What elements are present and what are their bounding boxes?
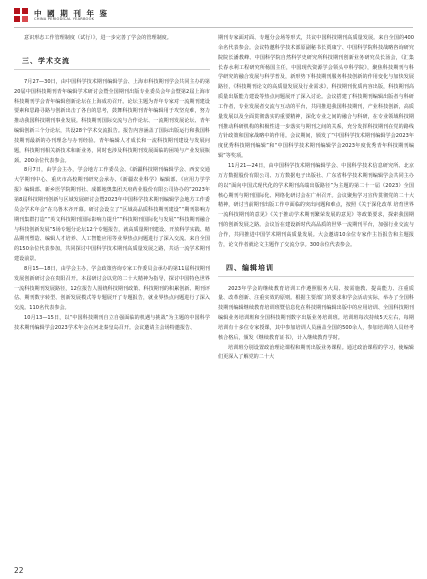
section-heading-academic-exchange: 三、学术交流 — [14, 53, 210, 70]
paragraph-regional-seminar: 8月7日，由学会主办，学会地方工作委员会、《新疆科技期刊编辑学会、西安交通大学期刊中心、重庆市高校期刊研究会承办、《新疆农业科学》编辑部、《应用力学学报》编辑部、新乡医学院期刊社、成都地奥集团天府药业股份有限公司协办的“2023年第8届科技期刊创新与区域发展研讨会暨2023年中国科学技术期刊编辑学会地方工作委员会学术年会”在乌鲁木齐开幕。研讨会设立了“区域高品质科技期刊建设”“期刊影响力期刊集群打造”“英文科技期刊国际影响力提升”“科技期刊国际化与发展”“科技期刊融合与科技创新发展”5场专题分论坛12个专题报告，就高质量期刊建设、开放科学实践、精品期刊塑造、编辑人才培养、人工智能应用等业界热点问题进行了深入交流。来自全国的150余位代表参加，共同探讨中国科学技术期刊高质量发展之路，共话一流学术期刊建设前景。 — [14, 167, 210, 263]
left-column — [14, 34, 210, 334]
yearbook-logo-icon — [14, 8, 30, 24]
brand-title-en: CHINA PERIODICAL YEARBOOK — [34, 17, 95, 22]
brand-title-cn: 中 國 期 刊 年 鉴 — [34, 8, 109, 18]
paragraph-development-seminar: 8月15—18日，由学会主办，学会政策咨询专家工作委员会承办的第11届科技期刊发展创新研讨会在贵阳召开。本届研讨会以党的二十大精神为指导，探讨中国特色世界一流科技期刊发展路径，12位报告人围绕科技期刊政策、科技期刊的积累创新、期刊评估、期刊数字转型、创新发展模式等专题展开了专题报告，就业界热点问题进行了深入交流。110名代表参会。 — [14, 265, 210, 312]
paragraph-training-courses: 培训班分别设置政治理论课程和期刊出版业务课程。通过政治课程的学习，使编辑们更深入了解党的二十大 — [218, 344, 414, 361]
paragraph-regulations: 意识形态工作管理制度（试行）》，进一步完善了学会的管理制度。 — [24, 35, 172, 41]
paragraph-annual-meeting: 10月13—15日，以“中国科技期刊自立自强面临的机遇与挑战”为主题的中国科学技术期刊编辑学会2023学术年会在河北秦皇岛召开。会议邀请主会场特邀报告、 — [14, 315, 210, 331]
paragraph-annual-meeting-continued: 期刊专家面对面、专题分会场等形式，共议中国科技期刊高质量发展。来自全国的400余名代表参会。会议特邀科学技术部原副秘书长贾康宁、中国科学院科技战略咨询研究院院长潘教峰、中国科学院自然科学史研究所科技期刊创新业务研究员长汤会，《汇集长春水利工程研究所杨国主任，中国现代资源学会领头中科学院》，聚焦科技期刊与科学研究的融合发展与科学普及，新形势下科技期刊服务科技创新的作用变化与加快发展路径，《科技期刊论文的高质量发展及行业需求》，科技期刊优质内容出版，科技期刊高质量出版能力建设等热点问题展开了深入讨论。会议搭建了科技期刊编辑出版者与科研工作者，专业发展者交流与互动的平台，共同推进我国科技期刊，产业科技创新，高质量发展以及全面贯彻落实的重要精神，深化专业之间的融合与科研，在专业领域科技期刊推动科研机构的积极性进一步落实与期刊之间的关系，充分发挥科技期刊在党的路线方针政策和国家战略中的作用。会议期间，颁发了“中国科学技术期刊编辑学会2023年度优秀科技期刊编辑”和“中国科学技术期刊编辑学会2023年度优秀青年科技期刊编辑”等奖项。 — [218, 35, 414, 160]
paragraph-core-journals-seminar: 11月21—24日，由中国科学技术期刊编辑学会、中国科学技术信息研究所、北京万方数据股份有限公司、万方数据电子出版社、广东省科学技术期刊编辑学会共同主办的以“面向中国式现代化的学术期刊高端出版路径”为主题的第二十一届（2023）全国核心期刊与期刊国际化、网络化研讨会在广州召开。会议聚焦学习宣传贯彻党的二十大精神，研讨当前期刊出版工作中面临的突出问题和难点，按照《关于深化改革 培育世界一流科技期刊的意见》《关于推动学术期刊繁荣发展的意见》等政策要求，探索我国期刊的创新发展之路。会议旨在建设新时代高品质的世界一流期刊平台，加强行业交流与合作，共同推进中国学术期刊高质量发展。大会邀请10余位专家作主旨报告和主题报告，论文作者就论文主题作了交流分享。300余位代表参会。 — [218, 162, 414, 248]
page-number: 22 — [14, 566, 24, 575]
yearbook-brand — [34, 10, 109, 22]
section-heading-editor-training: 四、编辑培训 — [218, 260, 414, 277]
paragraph-young-editors-forum: 7月27—30日，由中国科学技术期刊编辑学会、上海市科技期刊学会共同主办的第20届中国科技期刊青年编辑学术研讨会暨全国期刊出版专业委员会年会暨第2届上海市科技期刊学会青年编辑创新论坛在上海成功召开。论坛主题为青年专家对一流期刊建设要素和思路寻路与创新出击了各自的思考，鼓舞科技期刊青年编辑用于攻坚克难，努力推动我国科技期刊事业发展。科技期刊国际交流与合作论坛、一流期刊发展论坛、青年编辑创新三个分论坛，共设28个学术交流报告。报告内容涵盖了国际出版运行和我国科技期刊最新的办刊理念与办刊经验。青年编辑人才成长和一流科技期刊建设与发展问题，科技期刊相关新技术和新业务，同时也涉及科技期刊发展面临的困境与产业发展瓶颈。200余位代表参会。 — [14, 78, 210, 164]
yearbook-header — [14, 8, 109, 24]
paragraph-training-overview: 2023年学会的继续教育培训工作遵照服务大局、按需施教、提高能力、注重质量、改革创新、注重实效的原则。根据主要部门的要求和学会活动实际，举办了全国科技期刊编辑继续教育培训班暨信息化在科技期刊编辑出版中的应用培训、全国科技期刊编辑业务培训班和全国科技期刊数字出版业务培训班。培训班每次持续5天左右，每期培训有十多位专家授课，其中参加培训人员涵盖全国的500余人，参加培训的人员经考核合格后，颁发《继续教育证书》，计入继续教育学时。 — [218, 285, 414, 341]
header-divider — [14, 27, 413, 28]
right-column — [218, 34, 414, 363]
